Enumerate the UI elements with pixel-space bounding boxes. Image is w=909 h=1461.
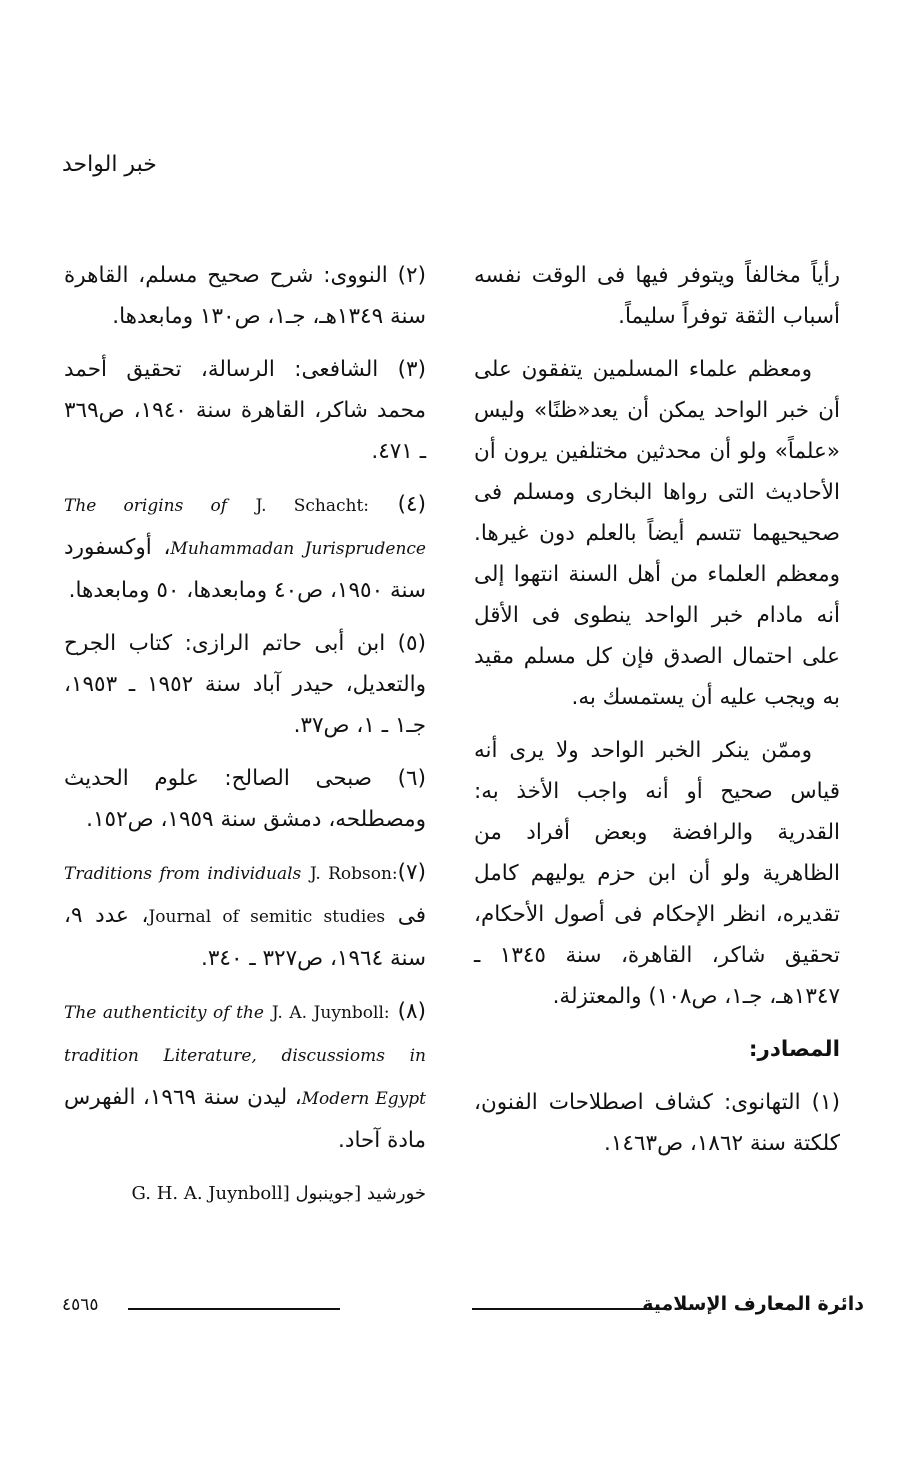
- footer-rule-right: [472, 1308, 670, 1310]
- signature-arabic: خورشيد [جوينبول: [295, 1183, 426, 1204]
- source-4-title: The origins of Muhammadan Jurisprudence: [64, 496, 426, 559]
- sources-heading: المصادر:: [748, 1037, 840, 1062]
- running-title: خبر الواحد: [62, 152, 157, 177]
- source-4-number: (٤): [369, 492, 426, 517]
- source-7-author: J. Robson:: [309, 864, 398, 884]
- source-1: (١) التهانوى: كشاف اصطلاحات الفنون، كلكتة سنة ١٨٦٢، ص١٤٦٣.: [474, 1090, 840, 1156]
- author-signature: [64, 1173, 426, 1214]
- left-column: [64, 255, 426, 1214]
- paragraph-majority-view: ومعظم علماء المسلمين يتفقون على أن خبر الواحد يمكن أن يعد«ظنًا» وليس «علماً» ولو أن محدثين مختلفين يرون أن الأحاديث التى رواها البخارى ومسلم فى صحيحيهما تتسم أيضاً بالعلم دون غيرها. ومعظم العلماء من أهل السنة انتهوا إلى أنه مادام خبر الواحد ينطوى فى الأقل على احتمال الصدق فإن كل مسلم مقيد به ويجب عليه أن يستمسك به.: [474, 357, 840, 710]
- source-4: [64, 484, 426, 611]
- source-8-number: (٨): [389, 999, 426, 1024]
- source-8-author: J. A. Juynboll:: [271, 1003, 390, 1023]
- page-footer: [62, 1293, 864, 1323]
- signature-latin: G. H. A. Juynboll]: [131, 1183, 290, 1204]
- footer-rule-left: [128, 1308, 340, 1310]
- source-7-journal: Journal of semitic studies: [148, 907, 386, 927]
- source-6: (٦) صبحى الصالح: علوم الحديث ومصطلحه، دمشق سنة ١٩٥٩، ص١٥٢.: [64, 766, 426, 832]
- source-8-details: ، ليدن سنة ١٩٦٩، الفهرس مادة آحاد.: [64, 1085, 426, 1153]
- source-2: (٢) النووى: شرح صحيح مسلم، القاهرة سنة ١٣٤٩هـ، جـ١، ص١٣٠ ومابعدها.: [64, 263, 426, 329]
- source-7: [64, 852, 426, 979]
- source-7-number: (٧): [397, 860, 426, 885]
- paragraph-continuation: رأياً مخالفاً ويتوفر فيها فى الوقت نفسه أسباب الثقة توفراً سليماً.: [474, 263, 840, 329]
- source-4-author: J. Schacht:: [255, 496, 370, 516]
- source-7-connector: فى: [385, 903, 426, 928]
- page-number: ٤٥٦٥: [62, 1295, 99, 1315]
- paragraph-deniers: وممّن ينكر الخبر الواحد ولا يرى أنه قياس صحيح أو أنه واجب الأخذ به: القدرية والرافضة وبعض أفراد من الظاهرية ولو أن ابن حزم يوليهم كامل تقديره، انظر الإحكام فى أصول الأحكام، تحقيق شاكر، القاهرة، سنة ١٣٤٥ ـ ١٣٤٧هـ، جـ١، ص١٠٨) والمعتزلة.: [474, 738, 841, 1009]
- source-8: [64, 991, 426, 1161]
- source-7-title: Traditions from individuals: [64, 864, 302, 884]
- source-8-title: The authenticity of the tradition Literature, discussioms in Modern Egypt: [64, 1003, 426, 1109]
- source-7-details: ، عدد ٩، سنة ١٩٦٤، ص٣٢٧ ـ ٣٤٠.: [64, 903, 426, 971]
- publication-title: دائرة المعارف الإسلامية: [642, 1293, 864, 1315]
- source-3: (٣) الشافعى: الرسالة، تحقيق أحمد محمد شاكر، القاهرة سنة ١٩٤٠، ص٣٦٩ ـ ٤٧١.: [64, 357, 426, 464]
- source-4-details: ، أوكسفورد سنة ١٩٥٠، ص٤٠ ومابعدها، ٥٠ ومابعدها.: [64, 535, 426, 603]
- source-5: (٥) ابن أبى حاتم الرازى: كتاب الجرح والتعديل، حيدر آباد سنة ١٩٥٢ ـ ١٩٥٣، جـ١ ـ ١، ص٣٧.: [64, 631, 427, 738]
- right-column: [474, 255, 840, 1176]
